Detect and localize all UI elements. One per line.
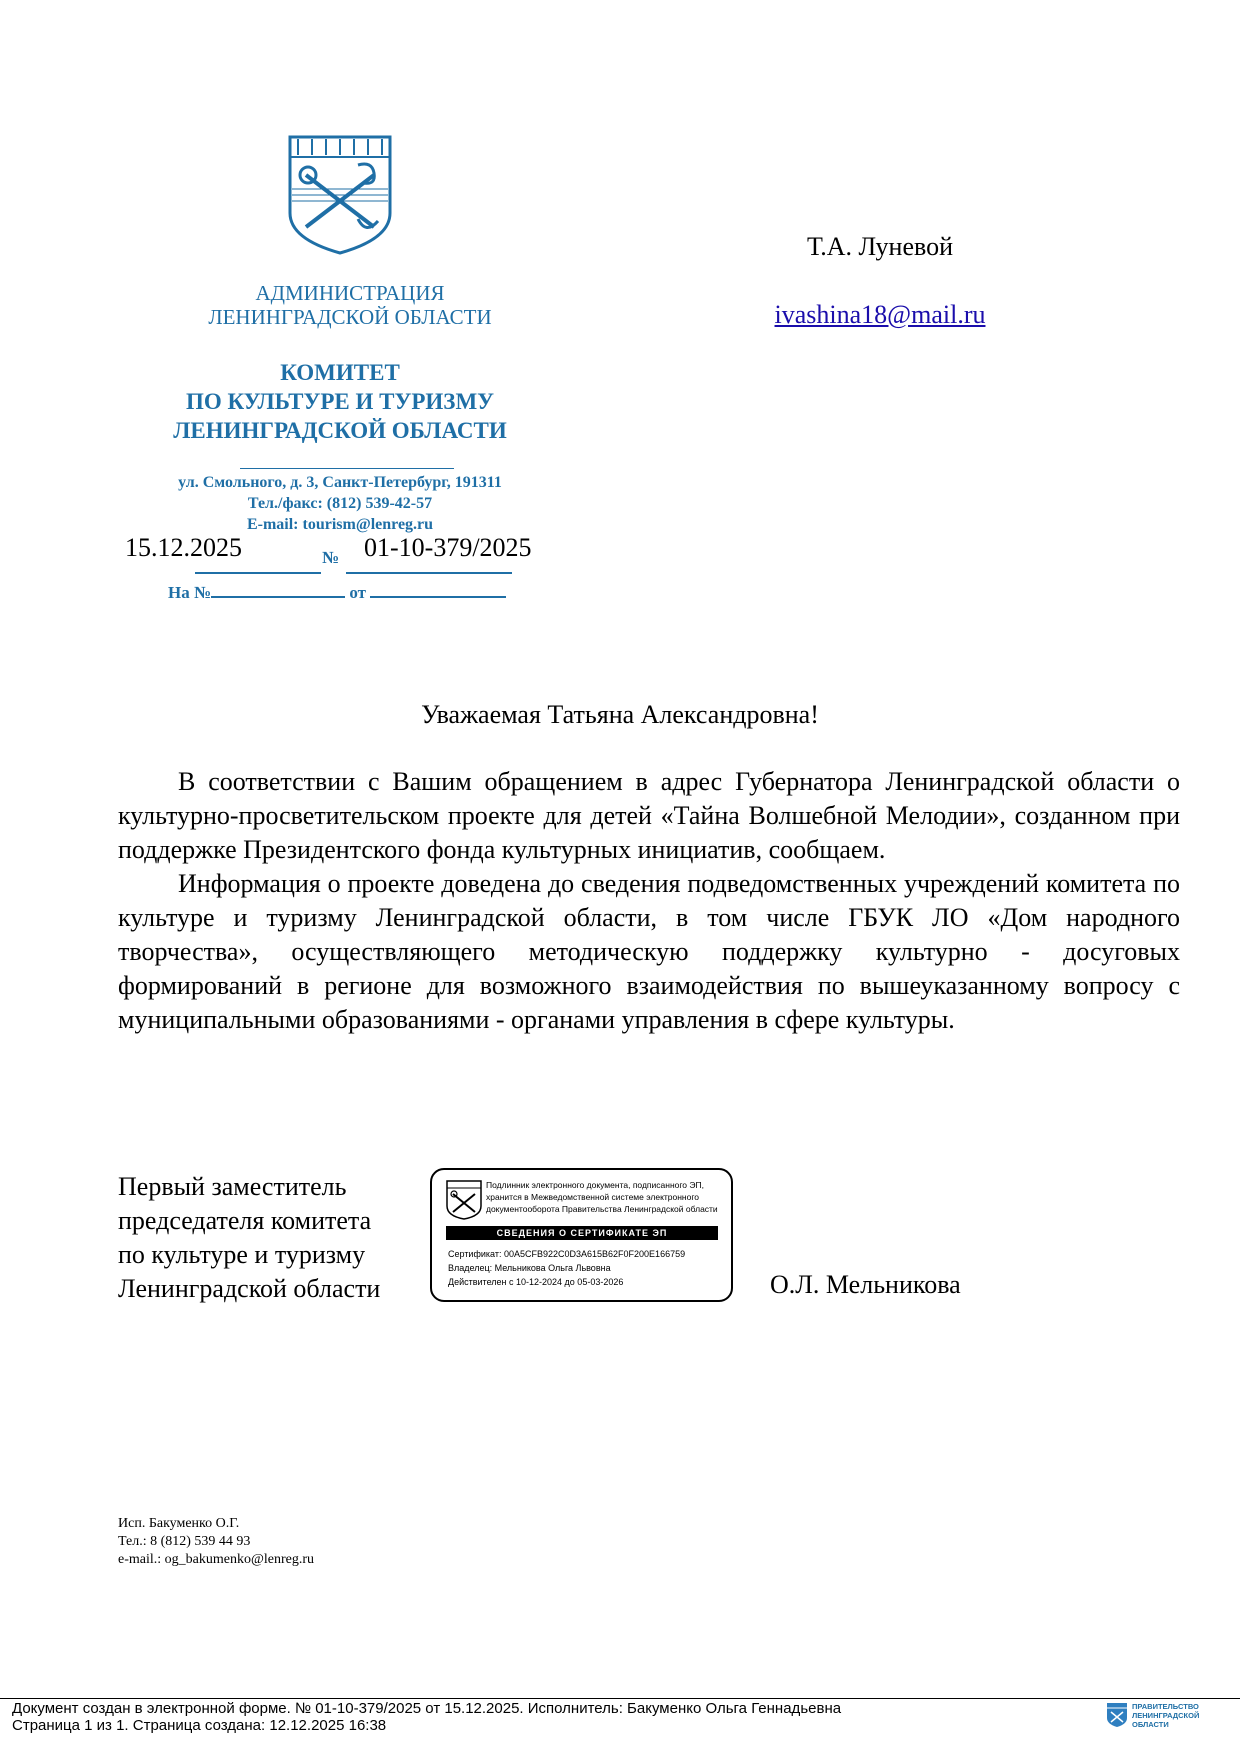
reply-date-blank [370,582,506,598]
footer-line: Страница 1 из 1. Страница создана: 12.12.2025 16:38 [12,1717,387,1734]
footer-line: Документ создан в электронной форме. № 01-10-379/2025 от 15.12.2025. Исполнитель: Бакуменко Ольга Геннадьевна [12,1700,842,1717]
stamp-owner: Владелец: Мельникова Ольга Львовна [448,1263,611,1273]
stamp-validity: Действителен с 10-12-2024 до 05-03-2026 [448,1277,624,1287]
stamp-notice-line: хранится в Межведомственной системе электронного [486,1192,699,1202]
letter-paragraph: Информация о проекте доведена до сведения подведомственных учреждений комитета по культуре и туризму Ленинградской области, в том числе ГБУК ЛО «Дом народного творчества», осуществляющего методическую поддержку культурно - досуговых формирований в регионе для возможного взаимодействия по вышеуказанному вопросу с муниципальными образованиями - органами управления в сфере культуры. [118,869,1180,1034]
footer-divider [0,1698,1240,1699]
committee-line: КОМИТЕТ [280,360,400,385]
addressee-email-link[interactable]: ivashina18@mail.ru [774,300,986,329]
registration-date: 15.12.2025 [125,533,242,562]
signatory-name: О.Л. Мельникова [770,1270,961,1299]
letter-body [118,765,1180,1037]
reply-number-blank [211,582,345,598]
reply-to-label: На № [168,583,212,602]
executor-name: Исп. Бакуменко О.Г. [118,1516,240,1531]
reply-reference [168,582,506,603]
government-logo-icon [1106,1702,1128,1728]
signatory-title-line: председателя комитета [118,1206,372,1235]
footer-org-line: ЛЕНИНГРАДСКОЙ [1132,1711,1200,1720]
stamp-notice [486,1179,726,1215]
committee-line: ЛЕНИНГРАДСКОЙ ОБЛАСТИ [173,418,507,443]
stamp-notice-line: документооборота Правительства Ленинградской области [486,1204,718,1214]
committee-phone: Тел./факс: (812) 539-42-57 [247,495,433,512]
committee-line: ПО КУЛЬТУРЕ И ТУРИЗМУ [185,389,495,414]
signatory-title-line: Ленинградской области [118,1274,381,1303]
addressee-name: Т.А. Луневой [806,232,953,261]
executor-phone: Тел.: 8 (812) 539 44 93 [118,1534,251,1549]
registration-number: 01-10-379/2025 [364,533,532,562]
executor-info [118,1515,314,1569]
signatory-title-line: по культуре и туризму [118,1240,366,1269]
footer-organization [1132,1702,1232,1729]
footer-org-line: ОБЛАСТИ [1132,1720,1169,1729]
footer-text [12,1700,841,1734]
electronic-signature-stamp [430,1168,733,1302]
administration-title [150,281,550,329]
salutation: Уважаемая Татьяна Александровна! [421,700,819,729]
date-underline [195,572,321,574]
committee-email: E-mail: tourism@lenreg.ru [246,516,434,533]
letter-paragraph: В соответствии с Вашим обращением в адрес Губернатора Ленинградской области о культурно-просветительском проекте для детей «Тайна Волшебной Мелодии», созданном при поддержке Президентского фонда культурных инициатив, сообщаем. [118,767,1180,864]
stamp-certificate: Сертификат: 00A5CFB922C0D3A615B62F0F200E166759 [448,1249,686,1259]
stamp-crest-icon [446,1180,482,1220]
stamp-certificate-header: СВЕДЕНИЯ О СЕРТИФИКАТЕ ЭП [446,1226,718,1240]
signatory-title-line: Первый заместитель [118,1172,347,1201]
committee-title [130,358,550,445]
reply-from-label: от [349,583,366,602]
administration-line: ЛЕНИНГРАДСКОЙ ОБЛАСТИ [208,305,492,329]
coat-of-arms-icon [288,135,392,255]
executor-email: e-mail.: og_bakumenko@lenreg.ru [118,1552,314,1567]
committee-contacts [130,472,550,535]
administration-line: АДМИНИСТРАЦИЯ [255,281,445,305]
number-sign: № [322,548,340,567]
footer-org-line: ПРАВИТЕЛЬСТВО [1132,1702,1199,1711]
number-underline [346,572,512,574]
stamp-notice-line: Подлинник электронного документа, подписанного ЭП, [486,1180,704,1190]
committee-address: ул. Смольного, д. 3, Санкт-Петербург, 191311 [178,474,502,491]
signatory-title [118,1170,418,1306]
header-divider [240,468,454,469]
